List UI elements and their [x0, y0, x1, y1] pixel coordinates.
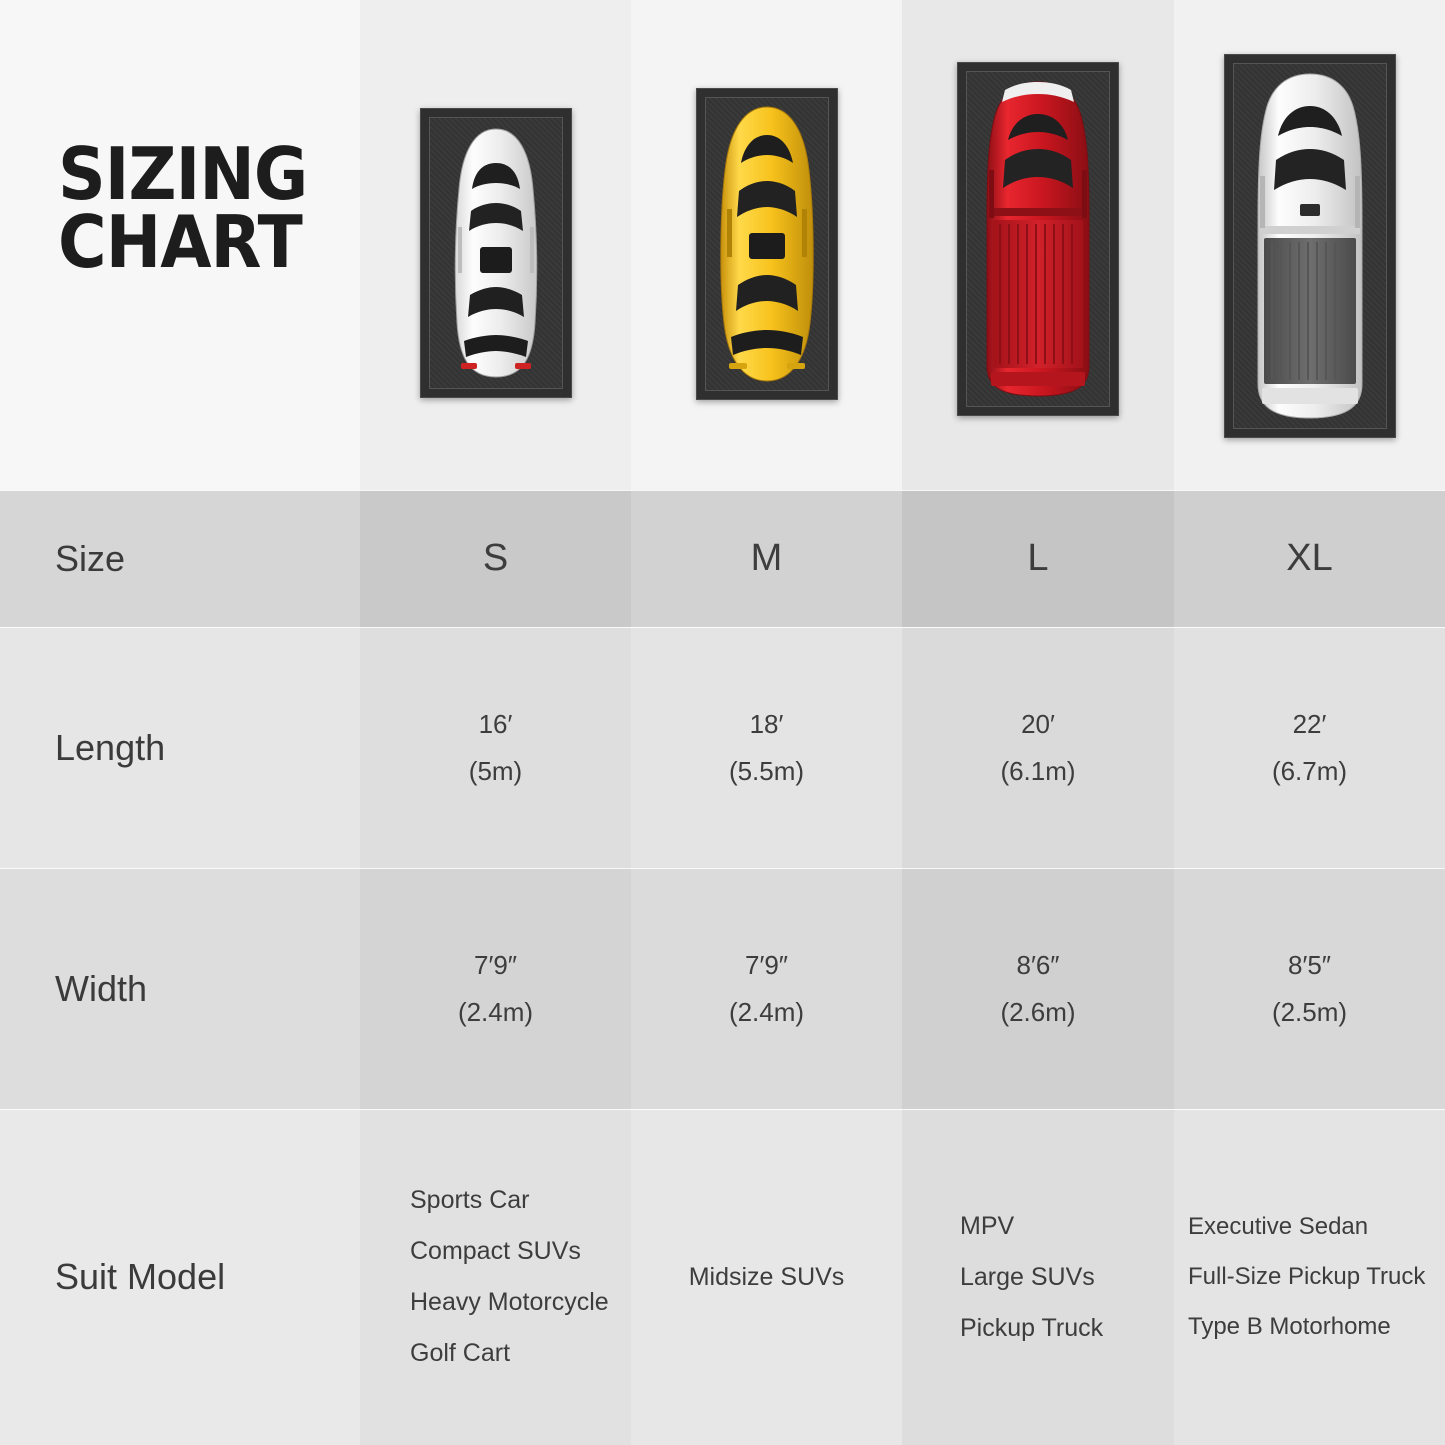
list-item: Type B Motorhome — [1188, 1313, 1391, 1340]
list-item: Compact SUVs — [410, 1237, 581, 1265]
image-cell-xl — [1174, 0, 1445, 490]
length-metric-xl: (6.7m) — [1271, 755, 1348, 786]
row-label-size-text: Size — [55, 537, 126, 579]
row-label-length-text: Length — [55, 726, 166, 768]
divider — [0, 1109, 1445, 1110]
white-pickup-truck-top-view — [1224, 54, 1396, 438]
length-value-l — [902, 627, 1174, 868]
length-imperial-m: 18′ — [749, 708, 784, 739]
car-graphic-m — [711, 105, 823, 383]
width-value-xl — [1174, 868, 1445, 1109]
width-imperial-m: 7′9″ — [745, 949, 788, 980]
list-item: Large SUVs — [960, 1262, 1095, 1291]
width-imperial-s: 7′9″ — [474, 949, 517, 980]
title-line-2: CHART — [58, 200, 302, 285]
width-metric-m: (2.4m) — [728, 996, 805, 1027]
length-value-m — [631, 627, 902, 868]
size-letter-l: L — [1027, 537, 1049, 579]
row-label-width-text: Width — [55, 967, 148, 1009]
red-pickup-truck-top-view — [957, 62, 1119, 416]
divider — [0, 868, 1445, 869]
width-metric-xl: (2.5m) — [1271, 996, 1348, 1027]
row-label-suit-model — [0, 1109, 360, 1445]
car-graphic-s — [444, 127, 548, 379]
image-cell-s — [360, 0, 631, 490]
page-title — [58, 132, 358, 285]
size-letter-m: M — [750, 537, 783, 579]
size-value-m — [631, 490, 902, 627]
image-cell-m — [631, 0, 902, 490]
size-value-l — [902, 490, 1174, 627]
image-cell-l — [902, 0, 1174, 490]
row-label-suit-model-text: Suit Model — [55, 1256, 226, 1297]
suit-model-m — [631, 1109, 902, 1445]
size-letter-s: S — [482, 537, 509, 579]
suit-model-s — [360, 1109, 631, 1445]
length-imperial-l: 20′ — [1021, 708, 1055, 739]
width-imperial-l: 8′6″ — [1016, 949, 1060, 980]
white-sports-car-top-view — [420, 108, 572, 398]
list-item: Golf Cart — [410, 1339, 511, 1367]
length-value-xl — [1174, 627, 1445, 868]
list-item: Executive Sedan — [1188, 1213, 1369, 1240]
size-value-s — [360, 490, 631, 627]
length-metric-l: (6.1m) — [1000, 755, 1076, 786]
length-metric-m: (5.5m) — [728, 755, 805, 786]
size-value-xl — [1174, 490, 1445, 627]
suit-model-xl — [1174, 1109, 1445, 1445]
divider — [0, 490, 1445, 491]
size-letter-xl: XL — [1286, 537, 1333, 579]
length-imperial-s: 16′ — [478, 708, 513, 739]
list-item: Sports Car — [410, 1186, 530, 1214]
width-value-m — [631, 868, 902, 1109]
width-value-l — [902, 868, 1174, 1109]
width-metric-s: (2.4m) — [457, 996, 534, 1027]
list-item: MPV — [960, 1211, 1015, 1240]
title-cell — [0, 0, 360, 490]
list-item: Midsize SUVs — [688, 1262, 845, 1291]
suit-model-l — [902, 1109, 1174, 1445]
list-item: Heavy Motorcycle — [410, 1288, 609, 1316]
width-value-s — [360, 868, 631, 1109]
car-graphic-xl — [1242, 72, 1378, 420]
yellow-sports-car-top-view — [696, 88, 838, 400]
row-label-width — [0, 868, 360, 1109]
length-metric-s: (5m) — [468, 755, 523, 786]
row-label-length — [0, 627, 360, 868]
list-item: Pickup Truck — [960, 1313, 1104, 1342]
width-imperial-xl: 8′5″ — [1288, 949, 1331, 980]
length-value-s — [360, 627, 631, 868]
row-label-size — [0, 490, 360, 627]
title-line-1: SIZING — [58, 132, 308, 216]
width-metric-l: (2.6m) — [1000, 996, 1076, 1027]
length-imperial-xl: 22′ — [1292, 708, 1327, 739]
divider — [0, 627, 1445, 628]
car-graphic-l — [975, 80, 1101, 398]
list-item: Full-Size Pickup Truck — [1188, 1263, 1426, 1290]
